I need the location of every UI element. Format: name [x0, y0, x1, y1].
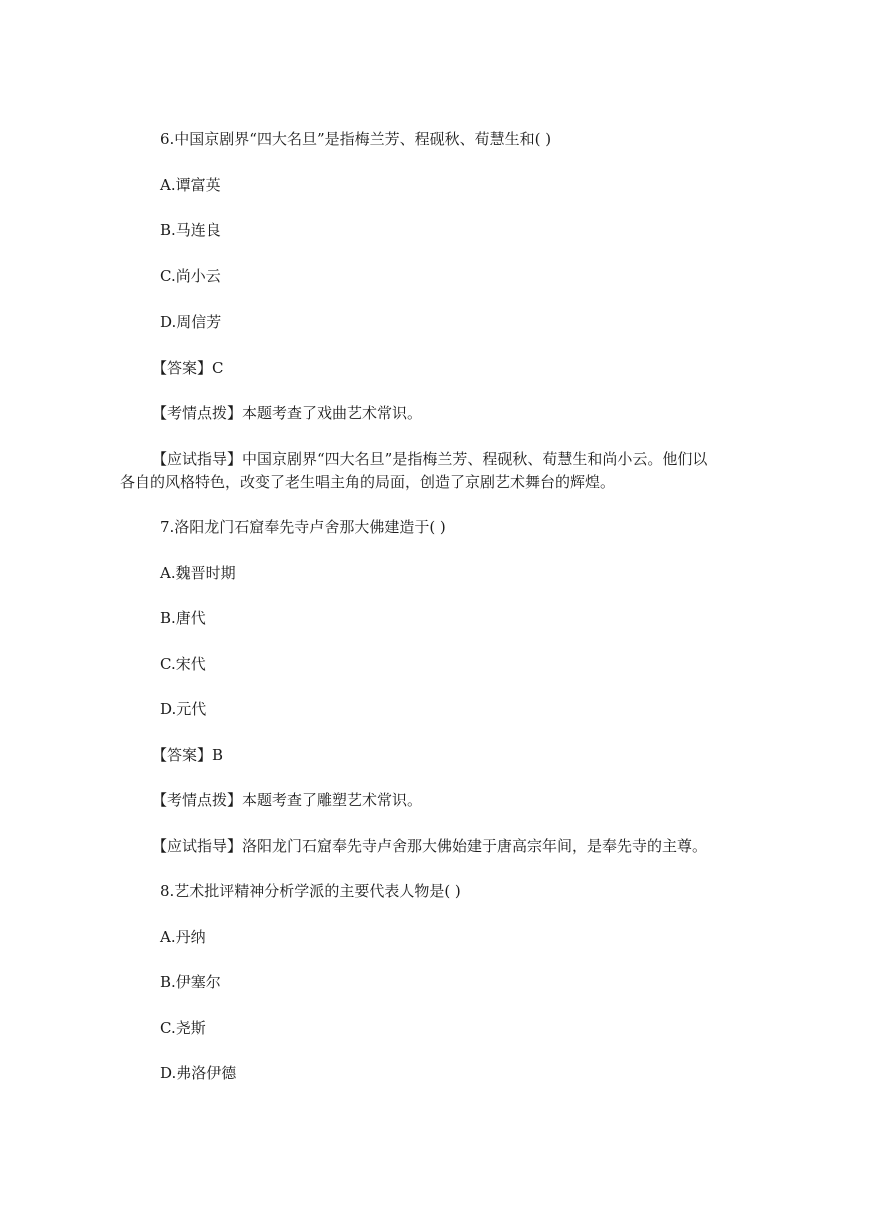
- question-7-guide-line-1: 【应试指导】洛阳龙门石窟奉先寺卢舍那大佛始建于唐高宗年间，是奉先寺的主尊。: [152, 837, 708, 855]
- question-6-answer: 【答案】C: [152, 359, 224, 377]
- question-8-option-a: A.丹纳: [160, 928, 206, 946]
- question-6-option-a: A.谭富英: [160, 176, 221, 194]
- question-6-option-b: B.马连良: [160, 221, 221, 239]
- question-8-option-b: B.伊塞尔: [160, 973, 221, 991]
- question-8-stem: 8.艺术批评精神分析学派的主要代表人物是( ): [160, 882, 461, 900]
- question-6-analysis: 【考情点拨】本题考查了戏曲艺术常识。: [152, 404, 423, 422]
- question-6-stem: 6.中国京剧界“四大名旦”是指梅兰芳、程砚秋、荀慧生和( ): [160, 130, 552, 148]
- question-7-analysis: 【考情点拨】本题考查了雕塑艺术常识。: [152, 791, 423, 809]
- question-6-option-d: D.周信芳: [160, 313, 222, 331]
- question-8-option-c: C.尧斯: [160, 1019, 206, 1037]
- question-6-guide-line-2: 各自的风格特色，改变了老生唱主角的局面，创造了京剧艺术舞台的辉煌。: [120, 473, 616, 491]
- question-7-option-a: A.魏晋时期: [160, 564, 236, 582]
- question-7-stem: 7.洛阳龙门石窟奉先寺卢舍那大佛建造于( ): [160, 518, 446, 536]
- question-7-option-c: C.宋代: [160, 655, 206, 673]
- question-6-guide-line-1: 【应试指导】中国京剧界“四大名旦”是指梅兰芳、程砚秋、荀慧生和尚小云。他们以: [152, 450, 708, 468]
- question-8-option-d: D.弗洛伊德: [160, 1064, 237, 1082]
- question-7-option-d: D.元代: [160, 700, 207, 718]
- question-7-option-b: B.唐代: [160, 609, 206, 627]
- question-6-option-c: C.尚小云: [160, 267, 221, 285]
- question-7-answer: 【答案】B: [152, 746, 224, 764]
